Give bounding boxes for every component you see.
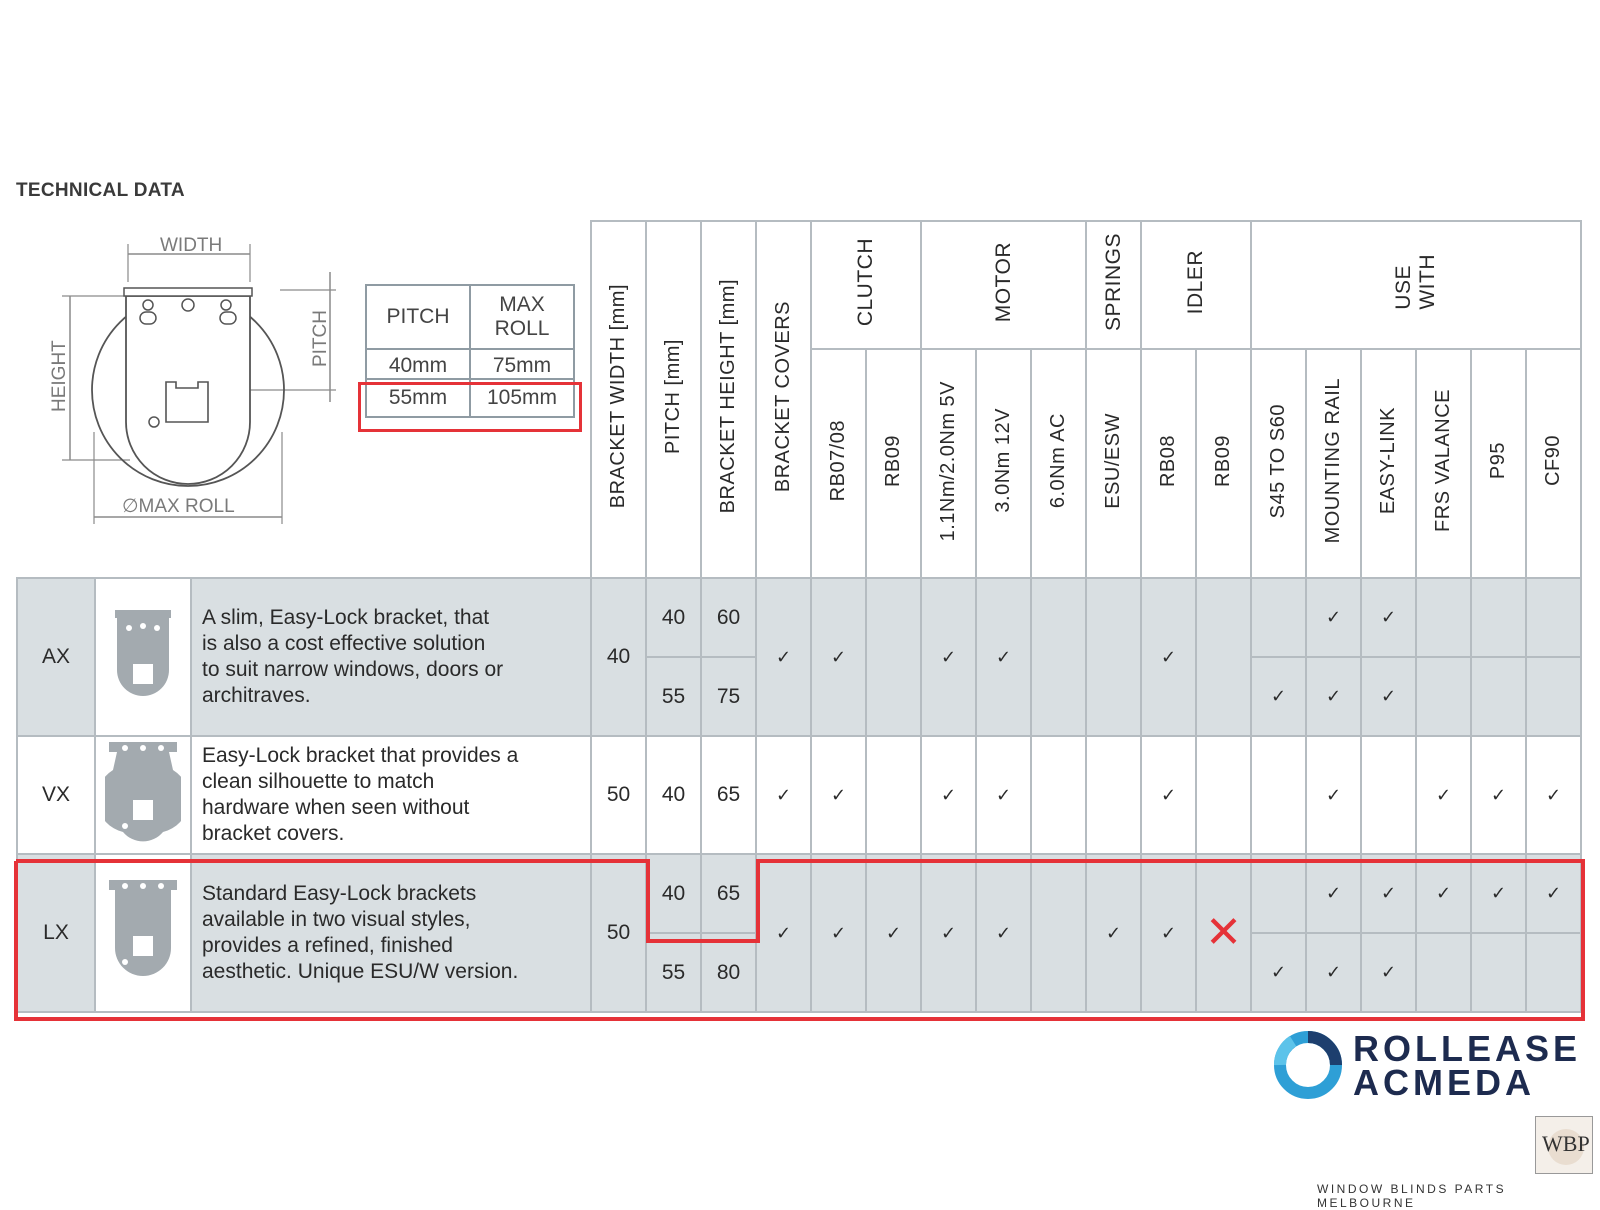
- group-clutch: CLUTCH: [811, 221, 921, 349]
- bracket-lx-icon: [95, 854, 191, 1012]
- col-clutch-rb0708: RB07/08: [811, 349, 866, 578]
- pitch-cell: 40mm: [366, 349, 470, 379]
- group-idler: IDLER: [1141, 221, 1251, 349]
- max-roll-header: MAX ROLL: [470, 285, 574, 349]
- group-springs: SPRINGS: [1086, 221, 1141, 349]
- pitch-header: PITCH: [366, 285, 470, 349]
- table-row: AX A slim, Easy-Lock bracket, that is also a cost effective solution to suit narrow windows, doors or architraves. 40 40 60 ✓ ✓ ✓ ✓ ✓ ✓ ✓: [17, 578, 1581, 657]
- col-idler-rb09: RB09: [1196, 349, 1251, 578]
- svg-text:WBP: WBP: [1542, 1131, 1590, 1156]
- technical-data-table: [16, 220, 1582, 1013]
- height-label: HEIGHT: [49, 340, 70, 412]
- col-use-p95: P95: [1471, 349, 1526, 578]
- col-motor-5v: 1.1Nm/2.0Nm 5V: [921, 349, 976, 578]
- max-roll-label: ∅MAX ROLL: [122, 496, 235, 517]
- col-bracket-height: BRACKET HEIGHT [mm]: [701, 221, 756, 578]
- row-desc-lx: Standard Easy-Lock brackets available in two visual styles, provides a refined, finished aesthetic. Unique ESU/W version.: [191, 854, 591, 1012]
- col-bracket-covers: BRACKET COVERS: [756, 221, 811, 578]
- col-bracket-width: BRACKET WIDTH [mm]: [591, 221, 646, 578]
- table-row: VX Easy-Lock bracket that provides a clean silhouette to match hardware when seen without bracket covers. 50 40 65 ✓ ✓ ✓ ✓ ✓ ✓ ✓ ✓ ✓: [17, 736, 1581, 854]
- cross-icon: ✕: [1196, 854, 1251, 1012]
- page-title: TECHNICAL DATA: [16, 180, 185, 201]
- col-motor-ac: 6.0Nm AC: [1031, 349, 1086, 578]
- col-use-mounting-rail: MOUNTING RAIL: [1306, 349, 1361, 578]
- rollease-acmeda-logo: [1273, 1030, 1343, 1100]
- brand-line-2: ACMEDA: [1353, 1062, 1535, 1103]
- col-clutch-rb09: RB09: [866, 349, 921, 578]
- row-desc-ax: A slim, Easy-Lock bracket, that is also a cost effective solution to suit narrow windows, doors or architraves.: [191, 578, 591, 736]
- bracket-vx-icon: [95, 736, 191, 854]
- pitch-label: PITCH: [310, 310, 331, 367]
- col-motor-12v: 3.0Nm 12V: [976, 349, 1031, 578]
- row-code-vx: VX: [17, 736, 95, 854]
- max-roll-cell: 105mm: [470, 379, 574, 417]
- group-motor: MOTOR: [921, 221, 1086, 349]
- pitch-cell: 55mm: [366, 379, 470, 417]
- width-label: WIDTH: [160, 235, 223, 256]
- max-roll-cell: 75mm: [470, 349, 574, 379]
- row-desc-vx: Easy-Lock bracket that provides a clean silhouette to match hardware when seen without bracket covers.: [191, 736, 591, 854]
- bracket-ax-icon: [95, 578, 191, 736]
- footer-text: WINDOW BLINDS PARTS MELBOURNE: [1317, 1182, 1507, 1210]
- col-springs-esu: ESU/ESW: [1086, 349, 1141, 578]
- wbp-badge: [1535, 1116, 1593, 1174]
- col-use-s45: S45 TO S60: [1251, 349, 1306, 578]
- table-row: LX Standard Easy-Lock brackets available in two visual styles, provides a refined, finished aesthetic. Unique ESU/W version. 50 40 65 ✓ ✓ ✓ ✓ ✓ ✓ ✓ ✕ ✓ ✓ ✓ ✓ ✓: [17, 854, 1581, 933]
- brand-line-1: ROLLEASE: [1353, 1028, 1582, 1069]
- table-row: 55 75 ✓ ✓ ✓: [17, 657, 1581, 736]
- table-row: 55 80 ✓ ✓ ✓: [17, 933, 1581, 1012]
- col-idler-rb08: RB08: [1141, 349, 1196, 578]
- col-use-frs-valance: FRS VALANCE: [1416, 349, 1471, 578]
- row-code-ax: AX: [17, 578, 95, 736]
- col-pitch: PITCH [mm]: [646, 221, 701, 578]
- row-code-lx: LX: [17, 854, 95, 1012]
- col-use-cf90: CF90: [1526, 349, 1581, 578]
- col-use-easy-link: EASY-LINK: [1361, 349, 1416, 578]
- group-use-with: USEWITH: [1251, 221, 1581, 349]
